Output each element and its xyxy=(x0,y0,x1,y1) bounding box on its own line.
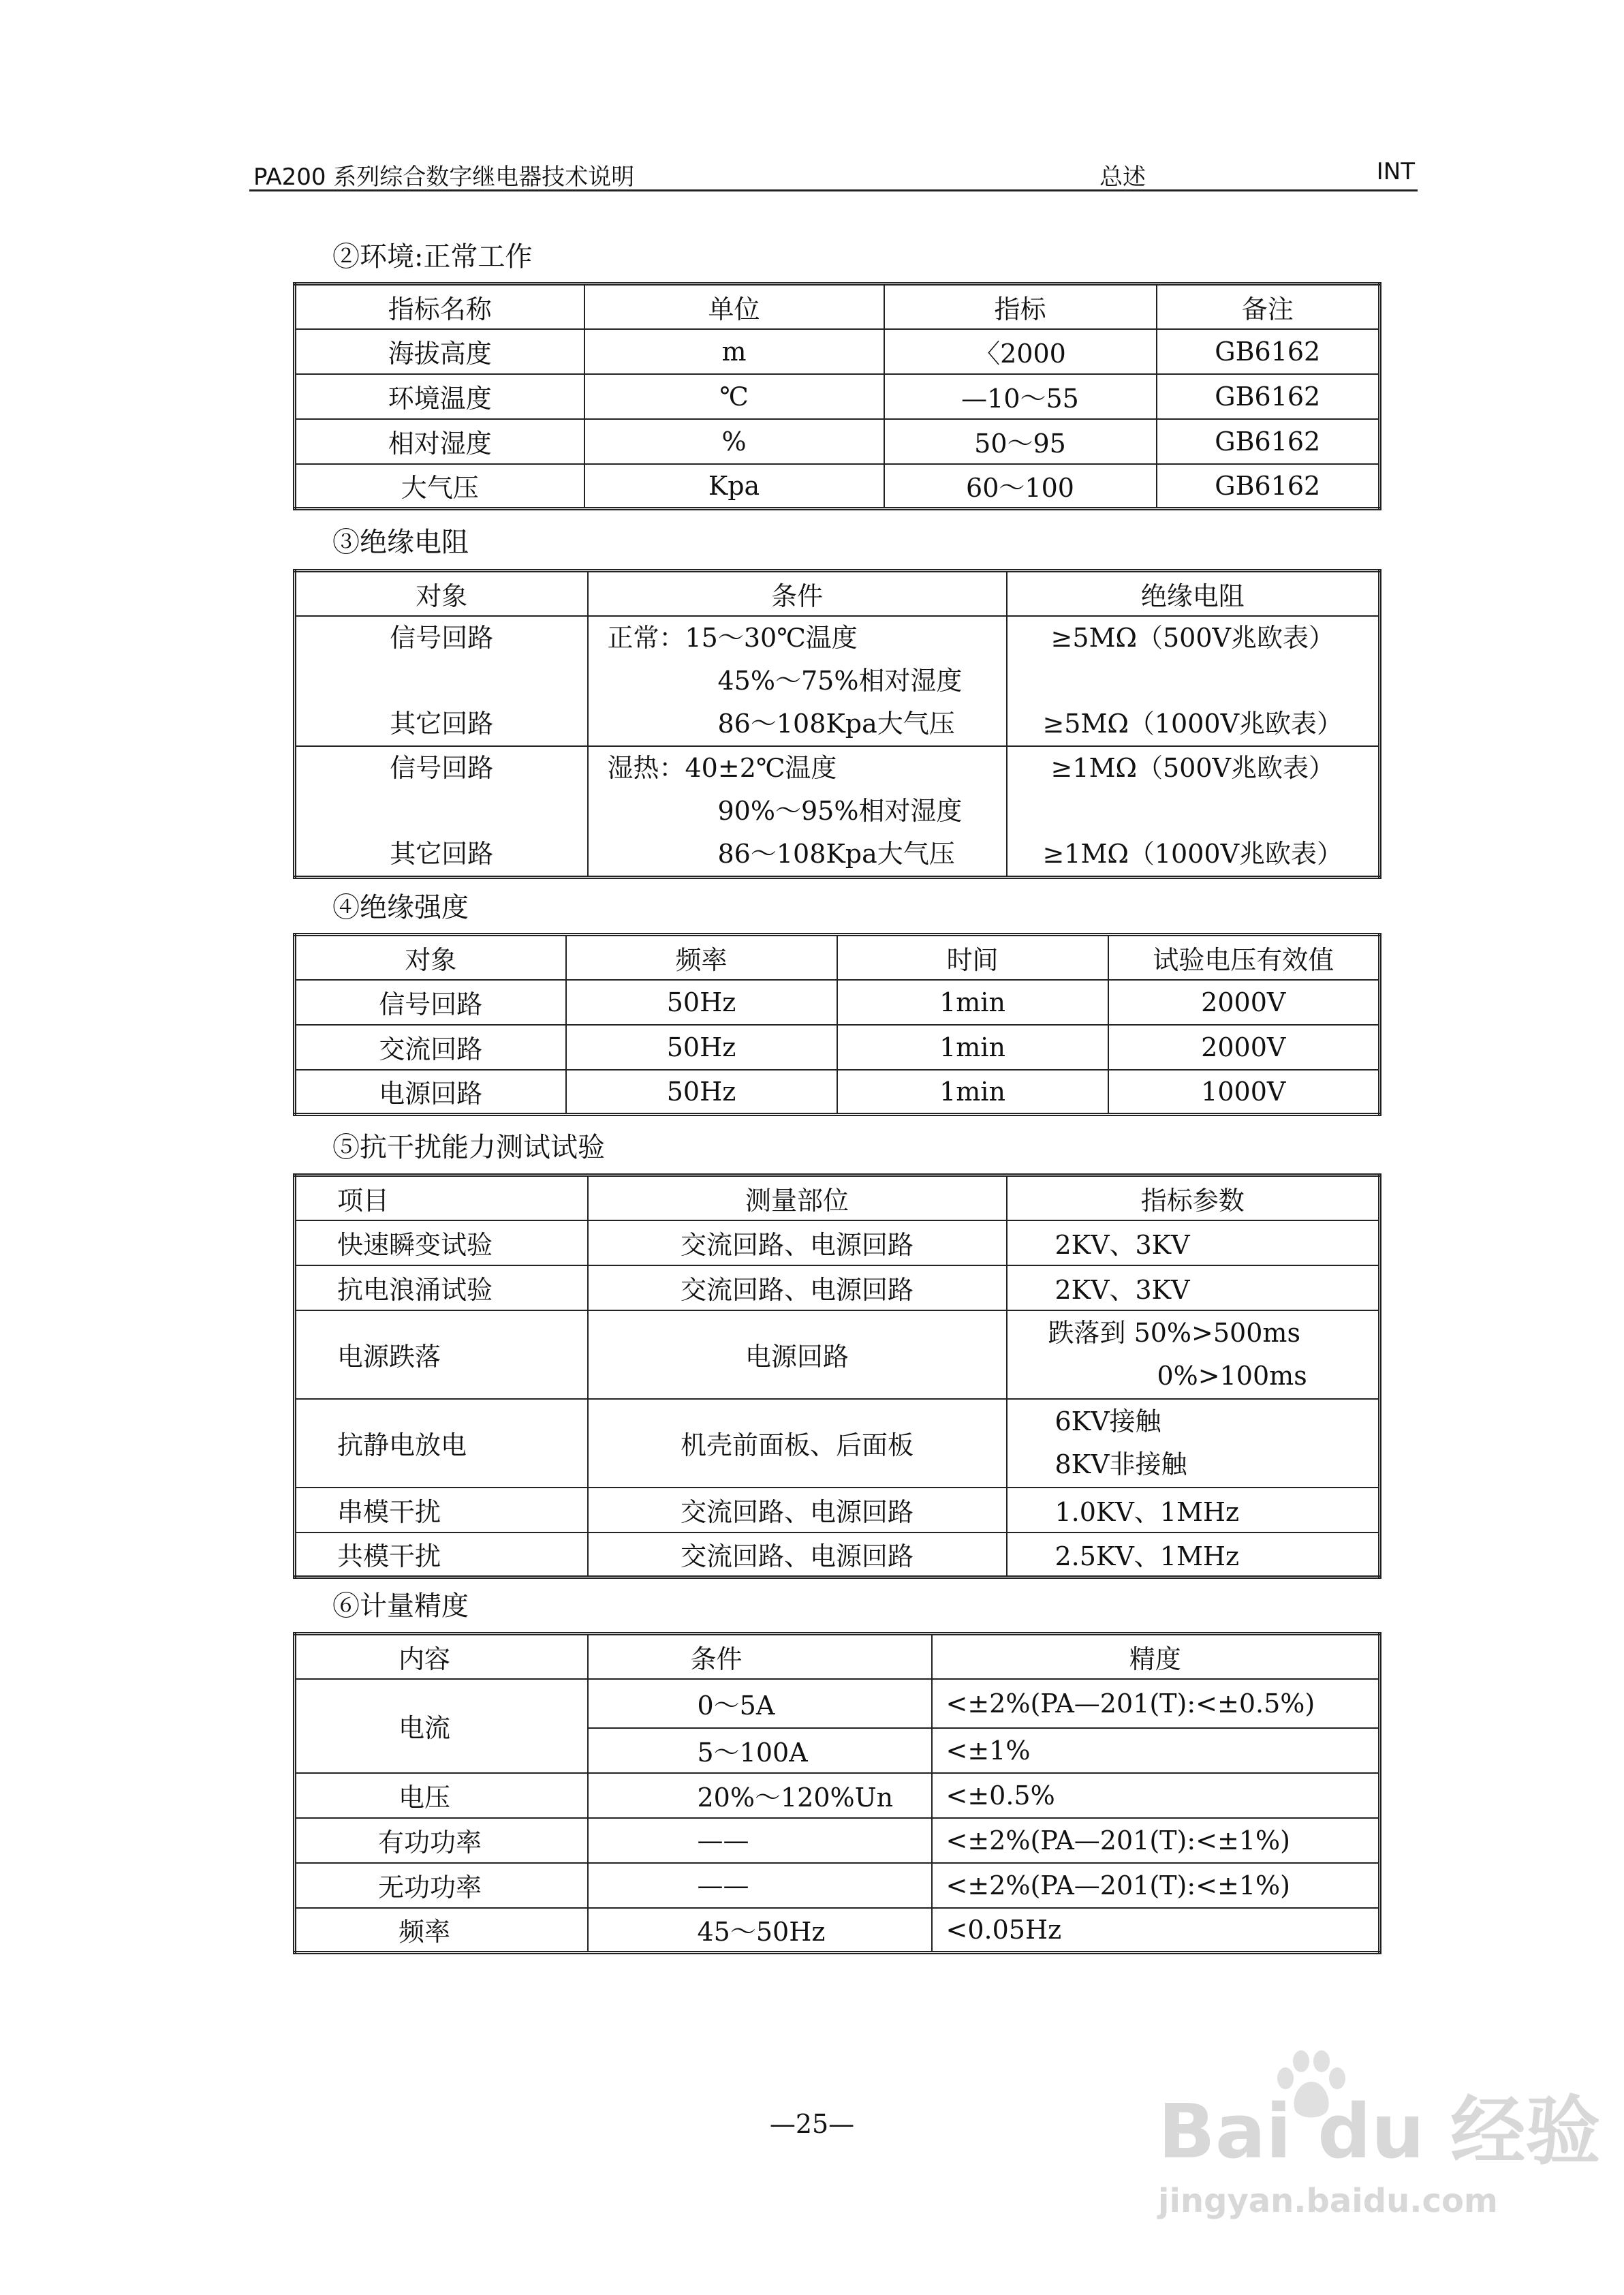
table-cell: 1min xyxy=(837,1070,1108,1115)
table-row xyxy=(295,329,1380,374)
header-doc-title: PA200 系列综合数字继电器技术说明 xyxy=(253,164,635,191)
condition-line: 湿热：40±2℃温度 xyxy=(607,752,837,783)
table-row xyxy=(295,1070,1380,1115)
condition-line: 45%～75%相对湿度 xyxy=(717,665,963,696)
object-line: 其它回路 xyxy=(390,838,494,869)
header-cell: 精度 xyxy=(932,1634,1380,1679)
table-cell: 2.5KV、1MHz xyxy=(1007,1532,1380,1577)
table-cell: 有功功率 xyxy=(295,1818,588,1863)
page-header xyxy=(249,155,1418,191)
table-cell: 大气压 xyxy=(295,464,584,509)
table-cell: <±1% xyxy=(932,1728,1380,1773)
table-cell: <0.05Hz xyxy=(932,1908,1380,1953)
object-line: 其它回路 xyxy=(390,708,494,739)
object-line: 信号回路 xyxy=(390,622,494,653)
condition-line: 正常：15～30℃温度 xyxy=(607,622,858,653)
environment-table xyxy=(293,282,1381,510)
table-cell: GB6162 xyxy=(1157,464,1380,509)
table-cell: ℃ xyxy=(584,374,884,419)
table-cell: GB6162 xyxy=(1157,329,1380,374)
table-row xyxy=(295,1025,1380,1070)
condition-cell xyxy=(588,616,1007,746)
table-row xyxy=(295,419,1380,464)
table-cell: 2KV、3KV xyxy=(1007,1265,1380,1310)
table-cell: 50Hz xyxy=(566,980,837,1025)
table-cell: <±0.5% xyxy=(932,1773,1380,1818)
table-cell: 50～95 xyxy=(884,419,1157,464)
resistance-line: ≥5MΩ（500V兆欧表） xyxy=(1050,622,1334,653)
table-cell: 海拔高度 xyxy=(295,329,584,374)
table-cell: —— xyxy=(588,1818,932,1863)
table-cell: —10～55 xyxy=(884,374,1157,419)
table-cell: <±2%(PA—201(T):<±1%) xyxy=(932,1818,1380,1863)
table-cell: 20%～120%Un xyxy=(588,1773,932,1818)
table-cell: 50Hz xyxy=(566,1025,837,1070)
table-row xyxy=(295,1908,1380,1953)
table-cell: Kpa xyxy=(584,464,884,509)
resistance-line: ≥1MΩ（1000V兆欧表） xyxy=(1042,838,1343,869)
table-header-row xyxy=(295,935,1380,980)
table-cell: 相对湿度 xyxy=(295,419,584,464)
table-cell: 2KV、3KV xyxy=(1007,1220,1380,1265)
table-cell: <±2%(PA—201(T):<±1%) xyxy=(932,1863,1380,1908)
param-line: 跌落到 50%>500ms xyxy=(1048,1317,1300,1348)
table-row xyxy=(295,1773,1380,1818)
table-header-row xyxy=(295,1175,1380,1220)
section-title-insulation-strength: ④绝缘强度 xyxy=(332,892,469,923)
table-row xyxy=(295,616,1380,746)
header-cell: 条件 xyxy=(588,1634,932,1679)
section-title-metering-accuracy: ⑥计量精度 xyxy=(332,1590,469,1622)
header-cell: 试验电压有效值 xyxy=(1108,935,1380,980)
resistance-line: ≥5MΩ（1000V兆欧表） xyxy=(1042,708,1343,739)
header-cell: 单位 xyxy=(584,284,884,329)
resistance-cell xyxy=(1007,616,1380,746)
table-cell: —— xyxy=(588,1863,932,1908)
insulation-strength-table xyxy=(293,933,1381,1116)
header-cell: 对象 xyxy=(295,935,566,980)
table-cell: 45～50Hz xyxy=(588,1908,932,1953)
object-cell xyxy=(295,746,588,878)
insulation-resistance-table xyxy=(293,569,1381,879)
table-row xyxy=(295,1863,1380,1908)
header-cell: 内容 xyxy=(295,1634,588,1679)
header-cell: 时间 xyxy=(837,935,1108,980)
table-row xyxy=(295,1818,1380,1863)
header-cell: 指标名称 xyxy=(295,284,584,329)
table-cell: 2000V xyxy=(1108,1025,1380,1070)
header-cell: 项目 xyxy=(295,1175,588,1220)
table-cell: 电压 xyxy=(295,1773,588,1818)
header-cell: 指标参数 xyxy=(1007,1175,1380,1220)
table-row xyxy=(295,464,1380,509)
table-cell: 电流 xyxy=(295,1679,588,1773)
resistance-line: ≥1MΩ（500V兆欧表） xyxy=(1050,752,1334,783)
anti-interference-table xyxy=(293,1173,1381,1579)
table-cell: 1.0KV、1MHz xyxy=(1007,1488,1380,1532)
table-cell: 无功功率 xyxy=(295,1863,588,1908)
metering-accuracy-table xyxy=(293,1632,1381,1954)
object-cell xyxy=(295,616,588,746)
resistance-cell xyxy=(1007,746,1380,878)
object-line: 信号回路 xyxy=(390,752,494,783)
table-cell: 交流回路、电源回路 xyxy=(588,1220,1007,1265)
table-row xyxy=(295,374,1380,419)
table-row xyxy=(295,1488,1380,1532)
condition-line: 86～108Kpa大气压 xyxy=(717,838,955,869)
table-cell: 1000V xyxy=(1108,1070,1380,1115)
table-row xyxy=(295,1532,1380,1577)
header-code: INT xyxy=(1376,158,1415,185)
condition-line: 90%～95%相对湿度 xyxy=(717,795,963,826)
table-cell: 环境温度 xyxy=(295,374,584,419)
header-cell: 绝缘电阻 xyxy=(1007,571,1380,616)
table-cell: 电源回路 xyxy=(588,1310,1007,1399)
table-cell: 频率 xyxy=(295,1908,588,1953)
header-cell: 指标 xyxy=(884,284,1157,329)
table-cell: 抗电浪涌试验 xyxy=(295,1265,588,1310)
table-row xyxy=(295,1265,1380,1310)
table-header-row xyxy=(295,571,1380,616)
table-cell: 5～100A xyxy=(588,1728,932,1773)
param-line: 0%>100ms xyxy=(1157,1360,1307,1391)
watermark-url: jingyan.baidu.com xyxy=(1158,2182,1498,2220)
table-row xyxy=(295,1679,1380,1728)
table-cell: m xyxy=(584,329,884,374)
table-row xyxy=(295,746,1380,878)
table-cell: 1min xyxy=(837,1025,1108,1070)
condition-cell xyxy=(588,746,1007,878)
section-title-environment: ②环境:正常工作 xyxy=(332,241,533,273)
table-cell: % xyxy=(584,419,884,464)
header-cell: 测量部位 xyxy=(588,1175,1007,1220)
header-cell: 对象 xyxy=(295,571,588,616)
header-cell: 备注 xyxy=(1157,284,1380,329)
table-cell: 60～100 xyxy=(884,464,1157,509)
param-cell xyxy=(1007,1399,1380,1488)
table-cell: 抗静电放电 xyxy=(295,1399,588,1488)
table-header-row xyxy=(295,284,1380,329)
table-cell: 50Hz xyxy=(566,1070,837,1115)
table-row xyxy=(295,1399,1380,1488)
table-cell: <±2%(PA—201(T):<±0.5%) xyxy=(932,1679,1380,1728)
table-header-row xyxy=(295,1634,1380,1679)
page-number: —25— xyxy=(769,2109,855,2139)
header-cell: 频率 xyxy=(566,935,837,980)
table-cell: 0～5A xyxy=(588,1679,932,1728)
table-cell: 交流回路、电源回路 xyxy=(588,1265,1007,1310)
table-cell: 〈2000 xyxy=(884,329,1157,374)
table-cell: GB6162 xyxy=(1157,419,1380,464)
table-row xyxy=(295,1220,1380,1265)
watermark xyxy=(1158,2071,1600,2220)
table-cell: 交流回路、电源回路 xyxy=(588,1532,1007,1577)
table-cell: 串模干扰 xyxy=(295,1488,588,1532)
table-cell: 快速瞬变试验 xyxy=(295,1220,588,1265)
table-row xyxy=(295,980,1380,1025)
table-cell: 2000V xyxy=(1108,980,1380,1025)
param-line: 6KV接触 xyxy=(1055,1406,1161,1436)
watermark-brand: Bai du 经验 xyxy=(1158,2088,1601,2175)
table-cell: 电源回路 xyxy=(295,1070,566,1115)
table-row xyxy=(295,1310,1380,1399)
table-cell: GB6162 xyxy=(1157,374,1380,419)
section-title-anti-interference: ⑤抗干扰能力测试试验 xyxy=(332,1132,605,1163)
header-cell: 条件 xyxy=(588,571,1007,616)
table-cell: 交流回路、电源回路 xyxy=(588,1488,1007,1532)
table-cell: 1min xyxy=(837,980,1108,1025)
section-title-insulation-resistance: ③绝缘电阻 xyxy=(332,527,469,558)
condition-line: 86～108Kpa大气压 xyxy=(717,708,955,739)
param-cell xyxy=(1007,1310,1380,1399)
table-cell: 机壳前面板、后面板 xyxy=(588,1399,1007,1488)
table-cell: 交流回路 xyxy=(295,1025,566,1070)
param-line: 8KV非接触 xyxy=(1055,1449,1187,1479)
table-cell: 共模干扰 xyxy=(295,1532,588,1577)
table-cell: 信号回路 xyxy=(295,980,566,1025)
table-cell: 电源跌落 xyxy=(295,1310,588,1399)
header-section: 总述 xyxy=(1099,164,1146,191)
